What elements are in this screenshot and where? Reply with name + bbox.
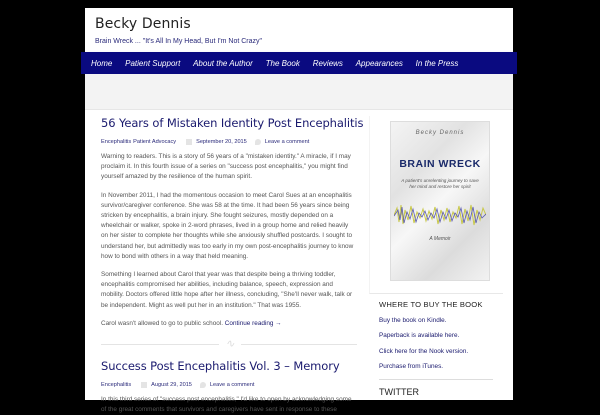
nav-the-book[interactable]: The Book: [265, 58, 300, 68]
nav-reviews[interactable]: Reviews: [312, 58, 343, 68]
cover-author: Becky Dennis: [415, 130, 465, 136]
sidebar: [369, 116, 503, 397]
comment-icon: [200, 382, 206, 388]
paragraph: Warning to readers. This is a story of 56 years of a "mistaken identity." A miracle, if I may proclaim it. In this fourth issue of a series on "success post encephalitis," you might find yourself amazed by the resilience of the human spirit.: [101, 153, 351, 181]
book-cover-image[interactable]: [390, 121, 490, 281]
main-nav: [81, 52, 517, 74]
post-body: [101, 152, 357, 329]
buy-links: [369, 317, 503, 370]
comment-link[interactable]: Leave a comment: [264, 139, 310, 145]
paragraph: In November 2011, I had the momentous occasion to meet Carol Sues at an encephalitis survivor/caregiver conference. She was 58 at the time. It had been 56 years since being stricken by encephalitis, a brain injury. She fought seizures, mostly depended on a wheelchair or walker, spoke in 2-word phrases, lived in a group home and relied heavily on her sister to complete her thoughts while she anxiously shuffled postcards. I sought to understand her, but admittedly was too early in my own post-encephalitis journey to know how to bond with others in a way that held meaning.: [101, 191, 354, 260]
buy-link-paperback[interactable]: Paperback is available here.: [379, 332, 460, 340]
post-body: [101, 395, 357, 415]
nav-appearances[interactable]: Appearances: [355, 58, 403, 68]
site-description: Brain Wreck ... "It's All In My Head, But I'm Not Crazy": [95, 38, 263, 45]
post-date[interactable]: August 29, 2015: [151, 382, 192, 389]
nav-about-the-author[interactable]: About the Author: [193, 58, 253, 68]
main-content: [101, 116, 364, 415]
widget-title-buy: WHERE TO BUY THE BOOK: [379, 300, 483, 309]
paragraph: In this third series of "success post encephalitis," I'd like to open by acknowledging some of the great comments that survivors and caregivers have sent in response to these: [101, 396, 352, 414]
brainwave-icon: [394, 200, 486, 230]
site-title[interactable]: Becky Dennis: [95, 16, 191, 32]
continue-reading-link[interactable]: Continue reading →: [224, 319, 282, 327]
cover-tag: A Memoir: [429, 236, 451, 242]
comment-link[interactable]: Leave a comment: [209, 382, 255, 389]
cover-subtitle: A patient's unrelenting journey to save her mind and restore her spirit: [401, 178, 479, 189]
calendar-icon: [141, 382, 147, 388]
post-meta: [101, 382, 357, 388]
post-title[interactable]: 56 Years of Mistaken Identity Post Encephalitis: [101, 116, 364, 130]
nav-in-the-press[interactable]: In the Press: [415, 58, 459, 68]
post-date[interactable]: September 20, 2015: [196, 139, 247, 145]
book-cover-widget: [369, 116, 503, 294]
comment-icon: [255, 139, 261, 145]
post: [101, 116, 364, 329]
page-container: [85, 8, 513, 414]
buy-link-itunes[interactable]: Purchase from iTunes.: [379, 362, 444, 370]
category-link[interactable]: Patient Advocacy: [133, 139, 177, 145]
paragraph: Something I learned about Carol that year was that despite being a thriving toddler, encephalitis compromised her abilities, including balance, speech, expression and mobility. Doctors offered little hope after her illness, concluding, "She'll never walk, talk or be independent. Might as well put her in an institution." That was 1955.: [101, 271, 353, 309]
post: [101, 359, 357, 415]
post-divider: [101, 337, 357, 351]
cover-title: BRAIN WRECK: [399, 158, 481, 170]
header-band: [85, 74, 513, 110]
nav-home[interactable]: Home: [91, 58, 113, 68]
calendar-icon: [186, 139, 192, 145]
post-meta: [101, 139, 357, 145]
widget-separator: [379, 379, 493, 380]
category-link[interactable]: Encephalitis: [101, 139, 132, 145]
flourish-icon: ∿: [219, 337, 241, 351]
post-title[interactable]: Success Post Encephalitis Vol. 3 – Memory: [101, 359, 340, 374]
paragraph: [101, 319, 357, 329]
widget-title-twitter: TWITTER: [379, 386, 419, 397]
buy-link-kindle[interactable]: Buy the book on Kindle.: [379, 317, 447, 324]
paragraph-text: Carol wasn't allowed to go to public school.: [101, 319, 223, 327]
site-header: [85, 8, 513, 52]
buy-link-nook[interactable]: Click here for the Nook version.: [379, 347, 469, 355]
nav-patient-support[interactable]: Patient Support: [125, 58, 181, 68]
category-link[interactable]: Encephalitis: [101, 382, 132, 389]
